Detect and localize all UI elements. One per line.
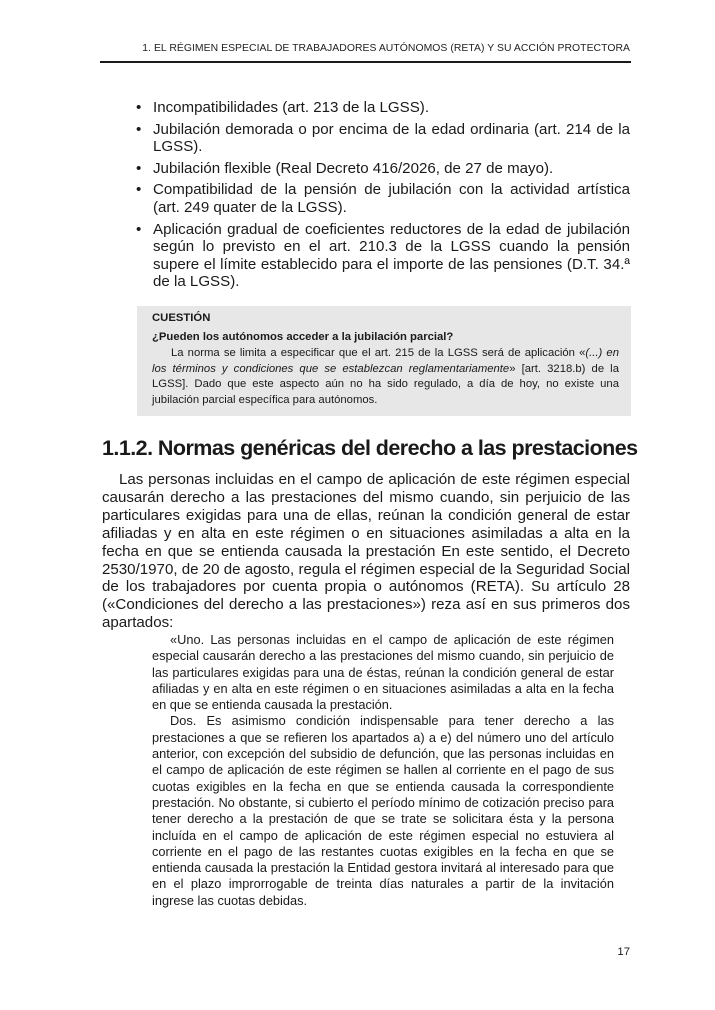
question-body-italic: (...) en los términos y condiciones que se establezcan reglamentariamente	[152, 347, 619, 375]
bullet-dot: •	[136, 220, 142, 238]
bullet-item	[136, 181, 630, 216]
question-body-end: » [art. 3218.b) de la LGSS]. Dado que este aspecto aún no ha sido regulado, a día de hoy, no existe una jubilación parcial específica para autónomos.	[152, 362, 619, 406]
question-body-start: La norma se limita a especificar que el art. 215 de la LGSS será de aplicación «	[171, 347, 586, 360]
page-number: 17	[617, 946, 630, 958]
bullet-text: Incompatibilidades (art. 213 de la LGSS).	[153, 99, 430, 116]
body-paragraph: Las personas incluidas en el campo de aplicación de este régimen especial causarán derecho a las prestaciones del mismo cuando, sin perjuicio de las particulares exigidas para una de ellas, reúnan la condición general de estar afiliadas y en alta en este régimen o en situaciones asimiladas a alta en la fecha en que se entienda causada la prestación En este sentido, el Decreto 2530/1970, de 20 de agosto, regula el régimen especial de la Seguridad Social de los trabajadores por cuenta propia o autónomos (RETA). Su artículo 28 («Condiciones del derecho a las prestaciones») reza así en sus primeros dos apartados:	[102, 471, 630, 632]
bullet-dot: •	[136, 99, 142, 116]
question-title: ¿Pueden los autónomos acceder a la jubilación parcial?	[152, 330, 454, 343]
bullet-item	[136, 221, 630, 291]
question-label: CUESTIÓN	[152, 312, 211, 324]
bullet-dot: •	[136, 159, 142, 177]
running-header: 1. EL RÉGIMEN ESPECIAL DE TRABAJADORES AUTÓNOMOS (RETA) Y SU ACCIÓN PROTECTORA	[142, 43, 630, 54]
quote-paragraph-1: «Uno. Las personas incluidas en el campo de aplicación de este régimen especial causarán derecho a las prestaciones del mismo cuando, sin perjuicio de las particulares exigidas para una de éstas, reúnan la condición general de estar afiliadas y en alta en este régimen o en situaciones asimiladas a alta en la fecha en que se entienda causada la prestación.	[152, 632, 614, 713]
header-rule	[100, 61, 631, 63]
question-body	[152, 346, 619, 408]
bullet-text: Jubilación demorada o por encima de la edad ordinaria (art. 214 de la LGSS).	[153, 120, 630, 156]
bullet-dot: •	[136, 181, 142, 199]
quote-paragraph-2: Dos. Es asimismo condición indispensable para tener derecho a las prestaciones a que se refieren los apartados a) a e) del número uno del artículo anterior, con excepción del subsidio de defunción, que las personas incluidas en el campo de aplicación de este régimen se hallen al corriente en el pago de sus cuotas exigibles en la fecha en que se entienda causada la correspondiente prestación. No obstante, si cubierto el período mínimo de cotización preciso para tener derecho a la prestación de que se trate se solicitara ésta y la persona incluída en el campo de aplicación de este régimen especial no estuviera al corriente en el pago de las restantes cuotas exigibles en la fecha en que se entienda causada la prestación la Entidad gestora invitará al interesado para que en el plazo improrrogable de treinta días naturales a partir de la invitación ingrese las cuotas debidas.	[152, 713, 614, 908]
bullet-item	[136, 160, 630, 178]
question-box	[137, 306, 631, 416]
bullet-list	[136, 99, 630, 295]
bullet-text: Compatibilidad de la pensión de jubilación con la actividad artística (art. 249 quater de la LGSS).	[153, 181, 630, 216]
section-heading: 1.1.2. Normas genéricas del derecho a las prestaciones	[102, 436, 638, 460]
bullet-item	[136, 121, 630, 156]
bullet-text: Jubilación flexible (Real Decreto 416/2026, de 27 de mayo).	[153, 159, 554, 177]
bullet-item	[136, 99, 630, 117]
bullet-text: Aplicación gradual de coeficientes reductores de la edad de jubilación según lo previsto en el art. 210.3 de la LGSS cuando la pensión supere el límite establecido para el importe de las pensiones (D.T. 34.ª de la LGSS).	[153, 220, 630, 291]
block-quote	[152, 632, 614, 909]
bullet-dot: •	[136, 120, 142, 138]
